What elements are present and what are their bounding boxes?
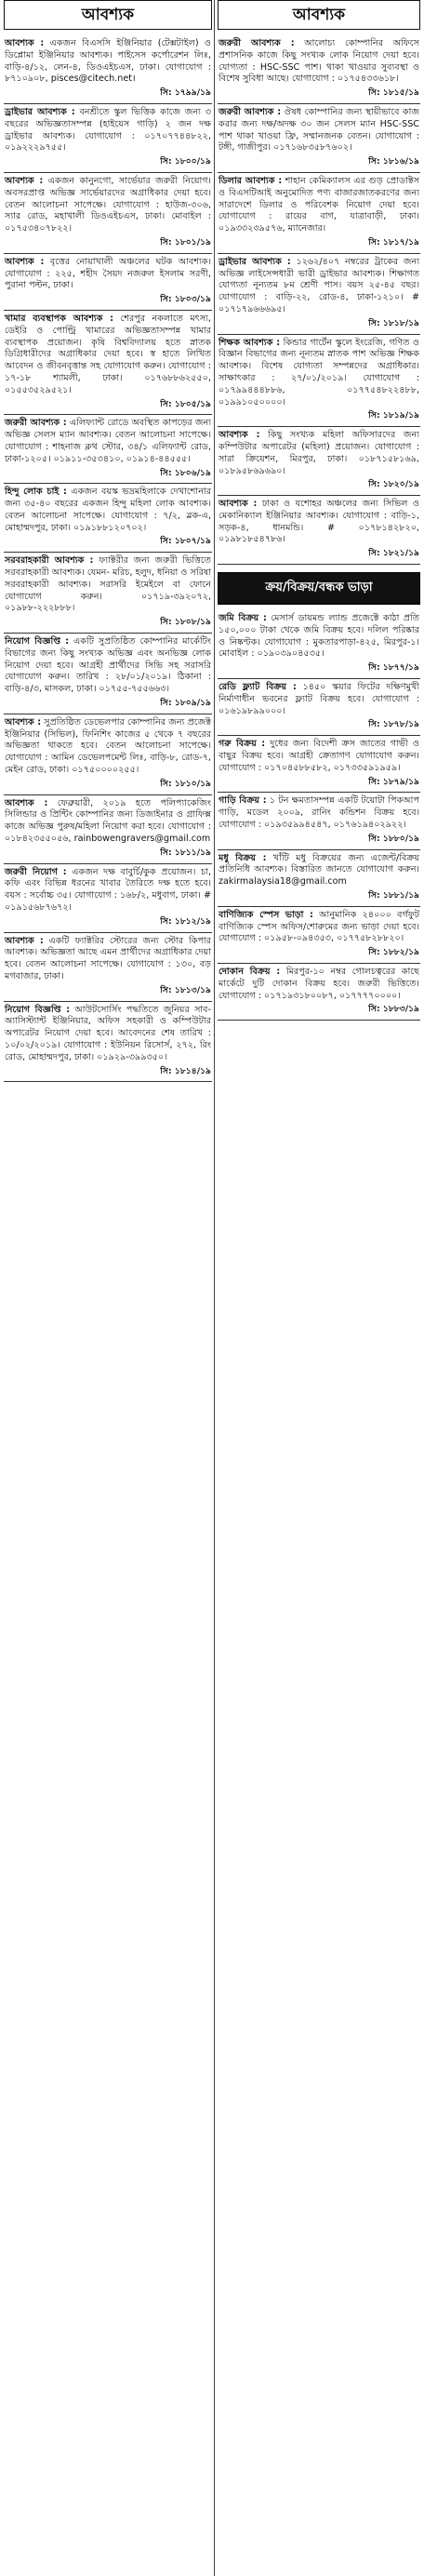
ad-body: আনুমানিক ২৪০০০ বর্গফুট বাণিজ্যিক স্পেস অফিস/শোরুমের জন্য ভাড়া দেয়া হবে। যোগাযোগ : ০১৯৫৮-০৯৪৩৫৩, ০১৭৭৫৮২৮৮২০। (219, 909, 419, 944)
ad-title: আবশ্যক : (5, 175, 44, 186)
classified-ad (4, 553, 212, 634)
ad-body: একজন বিএসসি ইঞ্জিনিয়ার (টেক্সটাইল) ও ডিপ্লোমা ইঞ্জিনিয়ার আবশ্যক। পাইসেস কর্পোরেশন লিঃ, বাড়ি-৪/১২, লেন-৪, ডিওএইচএস, ঢাকা। যোগাযোগ : ৮৭১০৯০৮, pisces@citech.net। (5, 38, 211, 85)
classified-ad (4, 415, 212, 484)
ad-title: দোকান বিক্রয় : (219, 967, 281, 977)
ad-title: হিন্দু লোক চাই : (5, 487, 67, 498)
ad-body: খাঁটি মধু বিক্রয়ের জন্য এজেন্ট/বিক্রয় প্রতিনিধি আবশ্যক। বিস্তারিত জানতে যোগাযোগ করুন। zakirmalaysia18@gmail.com (219, 852, 420, 888)
left-ads-list (4, 35, 212, 1082)
ad-body: ১২৬২/৪০৭ নম্বরের ট্রাকের জন্য অভিজ্ঞ লাইসেন্সধারী ভারী ড্রাইভার আবশ্যক। শিক্ষাগত যোগ্যতা নূন্যতম ৮ম শ্রেণী পাস। বয়স ২৫-৪৫ বছর। যোগাযোগ : বাড়ি-২২, রোড-৪, ঢাকা-১২১০। # ০১৭১৭৯৬৬৬৯৫। (219, 256, 419, 314)
classified-ad (4, 795, 212, 864)
ad-body: ১৪৫০ স্কয়ার ফিটের দক্ষিণমুখী নির্মাণাধীন ভবনের ফ্ল্যাট বিক্রয় হবে। যোগাযোগ : ০১৬১৯৮৯৯০০০। (219, 682, 420, 716)
ad-body: একটি সুপ্রতিষ্ঠিত কোম্পানির মার্কেটিং বিভাগের জন্য কিছু সংখ্যক অভিজ্ঞ এবং অনভিজ্ঞ লোক নিয়োগ দেয়া হবে। আগ্রহী প্রার্থীদের সিভি সহ সরাসরি যোগাযোগ করুন। তারিখ : ২৮/০১/২০১৯। ঠিকানা : বাড়ি-৪/৩, মাসকল, ঢাকা। ০১৭৫৫-৭৫৫৬৬৩। (5, 636, 211, 695)
classified-ad (4, 254, 212, 311)
ad-title: শিক্ষক আবশ্যক : (219, 337, 281, 348)
ad-code: সি: ১৮১৯/১৯ (368, 410, 419, 421)
classified-ad (4, 864, 212, 933)
ad-code: সি: ১৮১৩/১৯ (160, 984, 211, 995)
ad-body: একজন কানুনগো, সার্ভেয়ার জরুরী নিয়োগ। অবসরপ্রাপ্ত অভিজ্ঞ সার্ভেয়ারদের অগ্রাধিকার দেয়া হবে। বেতন আলোচনা সাপেক্ষে। যোগাযোগ : হাউজ-৩০৬, স্যার রোড, মহাখালী ডিওএইচএস, ঢাকা। মোবাইল : ০১৭৫৩৪০৭৮২২। (5, 175, 211, 234)
ad-title: আবশ্যক : (5, 716, 42, 727)
left-column-header: আবশ্যক (4, 0, 212, 30)
ad-code: সি: ১৮১৭/১৯ (368, 236, 419, 247)
ad-title: বাণিজ্যিক স্পেস ভাড়া : (219, 909, 313, 920)
ad-code: সি: ১৮১২/১৯ (160, 915, 211, 927)
ad-code: সি: ১৮৮১/১৯ (368, 890, 419, 901)
sale-ad (218, 907, 420, 964)
sale-ad (218, 610, 420, 679)
ad-code: সি: ১৮০৫/১৯ (160, 398, 211, 409)
ad-body: কিন্ডার গার্টেন স্কুলে ইংরেজি, গণিত ও বিজ্ঞান বিভাগের জন্য নূন্যতম স্নাতক পাশ অভিজ্ঞ শিক্ষক আবশ্যক। বিশেষ যোগ্যতা সম্পন্নদের অগ্রাধিকার। সাক্ষাৎকার : ২৭/০১/২০১৯। যোগাযোগ : ০১৭৯৯৪৪৪৮৮৬, ০১৭৭৫৪৮২২৪৮৮, ০১৯৯১০৫০০০০। (219, 337, 419, 407)
ad-body: এলিফ্যান্ট রোডে অবস্থিত কাপড়ের জন্য অভিজ্ঞ সেলস ম্যান আবশ্যক। বেতন আলোচনা সাপেক্ষে। যোগাযোগ : শাহনাজ ক্লথ স্টোর, ৩৪/১ এলিফ্যান্ট রোড, ঢাকা-১২০৫। ০১৯১১-৩৫৩৪১০, ০১৯১৪-৪৪৫৫৫। (5, 418, 211, 464)
ad-code: সি: ১৮২০/১৯ (368, 479, 419, 490)
sale-ad (218, 736, 420, 793)
ad-body: মিরপুর-১০ নম্বর গোলচত্বরের কাছে মার্কেটে দুটি দোকান বিক্রয় হবে। জরুরী ভিত্তিতে। যোগাযোগ : ০১৭১৯৩১৮০০৮৭, ০১৭৭৭৭০০০০। (219, 967, 419, 1001)
right-column-header: আবশ্যক (218, 0, 420, 30)
ad-body: আউটসোর্সিং পদ্ধতিতে জুনিয়র সাব-অ্যাসিস্ট্যান্ট ইঞ্জিনিয়ার, অফিস সহকারী ও কম্পিউটার অপারেটর নিয়োগ দেয়া হবে। আবেদনের শেষ তারিখ : ১০/০২/২০১৯। যোগাযোগ : ইউনিয়ন রিসোর্স, ২৭২, রিং রোড, মোহাম্মদপুর, ঢাকা। ০১৯২৯-৩৯৯৩৫০। (5, 1004, 211, 1062)
column-divider (214, 0, 215, 2576)
ad-title: খামার ব্যবস্থাপক আবশ্যক : (5, 313, 113, 324)
ad-code: সি: ১৮৭৯/১৯ (368, 776, 419, 787)
ad-code: সি: ১৮৭৭/১৯ (368, 662, 419, 674)
ad-code: সি: ১৮১০/১৯ (160, 778, 211, 789)
ad-code: সি: ১৮০১/১৯ (160, 236, 211, 247)
classified-ad (218, 104, 420, 173)
ad-body: ঢাকা ও যশোহর অঞ্চলের জন্য সিভিল ও মেকানিক্যাল ইঞ্জিনিয়ার আবশ্যক। যোগাযোগ : বাড়ি-১, সড়ক-৪, ধানমন্ডি। # ০১৭৮১৪২৮২০, ০১৯৮১৮৫৪৭৮৬। (219, 499, 419, 545)
classified-ad (4, 634, 212, 714)
ad-code: সি: ১৮৮৩/১৯ (368, 1004, 419, 1015)
ad-body: আলোচ্য কোম্পানির অফিসে প্রশাসনিক কাজে কিছু সংখ্যক লোক নিয়োগ দেয়া হবে। যোগ্যতা : HSC-SSC পাশ। থাকা খাওয়ার সুব্যবস্থা ও বিশেষ সুবিধা আছে। যোগাযোগ : ০১৭৫৪৩৩৬১৮। (219, 38, 419, 85)
classified-ad (218, 427, 420, 496)
right-column (218, 0, 420, 1021)
buy-sell-section-banner: ক্রয়/বিক্রয়/বন্ধক ভাড়া (218, 572, 420, 605)
ad-code: সি: ১৮২১/১৯ (368, 548, 419, 559)
ad-code: সি: ১৮১৮/১৯ (368, 317, 419, 328)
ad-title: গাড়ি বিক্রয় : (219, 795, 267, 807)
ad-code: সি: ১৮৮২/১৯ (368, 947, 419, 958)
ad-code: সি: ১৮০৮/১৯ (160, 617, 211, 628)
left-column (4, 0, 212, 1082)
ad-title: আবশ্যক : (5, 935, 44, 946)
ad-title: আবশ্যক : (219, 430, 260, 441)
sale-ad (218, 679, 420, 736)
ad-body: ১ টন ক্ষমতাসম্পন্ন একটি টয়োটা পিকআপ গাড়ি, মডেল ২০০৯, রানিং কন্ডিশন বিক্রয় হবে। যোগাযোগ : ০১৯৩৫৯৯৪৫৪৭, ০১৭৬১৯৪০২৯২২। (219, 795, 419, 831)
ad-code: সি: ১৮৮০/১৯ (368, 833, 419, 844)
ad-title: জরুরী আবশ্যক : (219, 106, 282, 117)
ad-title: জরুরী নিয়োগ : (5, 866, 67, 877)
classified-ad (218, 173, 420, 254)
classified-ad (218, 496, 420, 565)
ad-title: জরুরী আবশ্যক : (5, 418, 67, 429)
ad-code: সি: ১৮১৫/১৯ (368, 87, 419, 99)
classified-ad (4, 104, 212, 173)
ad-body: একটি ফ্যাক্টরির স্টোরের জন্য স্টোর কিপার আবশ্যক। অভিজ্ঞতা আছে এমন প্রার্থীদের অগ্রাধিকার দেয়া হবে। বেতন আলোচনা সাপেক্ষে। যোগাযোগ : ১৩০, বড় মগবাজার, ঢাকা। (5, 935, 211, 981)
ad-title: ড্রাইভার আবশ্যক : (5, 106, 75, 117)
ad-code: সি: ১৮১১/১৯ (160, 847, 211, 858)
classified-ad (4, 714, 212, 795)
ad-body: ফ্যাক্টরীর জন্য জরুরী ভিত্তিতে সরবরাহকারী আবশ্যক। যেমন- মরিচ, হলুদ, ধনিয়া ও সরিষা সরবরাহকারী আবশ্যক। সরাসরি ইমেইলে বা ফোনে যোগাযোগ করুন। ০১৭১৯-৩৯২০৭২, ০১৯৮৮-২২২৮৮৮। (5, 555, 211, 614)
ad-body: বৃত্তের নোয়াখালী অঞ্চলের ঘটক আবশ্যক। যোগাযোগ : ২২৫, শহীদ সৈয়দ নজরুল ইসলাম সরণী, পুরানা পল্টন, ঢাকা। (5, 256, 211, 291)
ad-title: জমি বিক্রয় : (219, 613, 267, 624)
ad-body: কিছু সংখ্যক মহিলা অফিসারদের জন্য কম্পিউটার অপারেটর (মহিলা) প্রয়োজন। যোগাযোগ : সারা ক্রিয়েশন, মিরপুর, ঢাকা। ০১৮৭১৫৮১৬৯, ০১৮৯৫৮৬৯৬৯০। (219, 430, 419, 476)
classified-ad (218, 254, 420, 335)
ad-body: ঔষধ কোম্পানির জন্য স্থায়ীভাবে কাজ করার জন্য দক্ষ/অদক্ষ ৩০ জন সেলস ম্যান HSC-SSC পাশ থাকা খাওয়া ফ্রি, সম্মানজনক বেতন। যোগাযোগ : টঙ্গী, গাজীপুর। ০১৭১৬৮৩৫৮৭৬০২। (219, 106, 420, 153)
ad-title: আবশ্যক : (5, 256, 45, 267)
right-ads-list (218, 35, 420, 565)
ad-code: সি: ১৭৯৯/১৯ (160, 87, 211, 99)
classified-ad (218, 35, 420, 104)
ad-body: বনশ্রীতে স্কুল ভিত্তিক কাজে জন্য ৩ বছরের অভিজ্ঞতাসম্পন্ন (হাইয়েস গাড়ি) ২ জন দক্ষ ড্রাইভার আবশ্যক। যোগাযোগ : ০১৭০৭৭৪৪৮২২, ০১৯২২২৯৭৫৫। (5, 106, 211, 153)
ad-title: ড্রাইভার আবশ্যক : (219, 256, 291, 267)
ad-body: ফেব্রুয়ারী, ২০১৯ হতে পলিপ্যাকেজিং সিলিন্ডার ও প্রিন্টিং কোম্পানির জন্য ডিজাইনার ও গ্রাফিক্স কাজে অভিজ্ঞ পুরুষ/মহিলা নিয়োগ করা হবে। যোগাযোগ : ০১৮৪২৩৫৫০৫৬, rainbowengravers@gmail.com (5, 797, 211, 845)
ad-title: গরু বিক্রয় : (219, 739, 266, 750)
sale-ad (218, 964, 420, 1021)
ad-title: নিয়োগ বিজ্ঞপ্তি : (5, 636, 70, 647)
classified-ad (4, 484, 212, 553)
ad-body: সুপ্রতিষ্ঠিত ডেভেলপার কোম্পানির জন্য প্রজেক্ট ইঞ্জিনিয়ার (সিভিল), ফিনিশিং কাজের ৫ থেকে ৭ বছরের অভিজ্ঞতা থাকতে হবে। বেতন আলোচনা সাপেক্ষে। যোগাযোগ : আমিন ডেভেলপমেন্ট লিঃ, বাড়ি-৮, রোড-৭, মেইন রোড, ঢাকা। ০১৭৫০০০০২৫৫। (5, 716, 211, 776)
ad-title: আবশ্যক : (5, 38, 45, 48)
classified-ad (4, 1002, 212, 1083)
ad-title: আবশ্যক : (219, 499, 258, 510)
classified-ad (4, 311, 212, 415)
ad-code: সি: ১৮১৬/১৯ (368, 156, 419, 167)
ad-code: সি: ১৮০৬/১৯ (160, 467, 211, 478)
ad-title: রেডি ফ্ল্যাট বিক্রয় : (219, 682, 297, 693)
ad-body: মেসার্স ডায়মন্ড ল্যান্ড প্রজেক্টে কাঠা প্রতি ১৫০,০০০ টাকা থেকে জমি বিক্রয় হবে। দলিল পরিষ্কার ও নিষ্কণ্টক। যোগাযোগ : মুকতারপাড়া-৪২৫, মিরপুর-১। মোবাইল : ০১৯০৩৯০৪৫৩৫। (219, 613, 419, 660)
ad-code: সি: ১৮০৩/১৯ (160, 294, 211, 305)
sale-ad (218, 793, 420, 849)
ad-code: সি: ১৮৭৮/১৯ (368, 719, 419, 730)
ad-title: নিয়োগ বিজ্ঞপ্তি : (5, 1004, 71, 1015)
ad-code: সি: ১৮১৪/১৯ (160, 1065, 211, 1076)
ad-code: সি: ১৮০০/১৯ (160, 156, 211, 167)
ad-body: শেরপুর নকলাতে মৎস্য, ডেইরি ও পোল্ট্রি খামারের অভিজ্ঞতাসম্পন্ন খামার ব্যবস্থাপক প্রয়োজন। কৃষি বিশ্ববিদ্যালয় হতে স্নাতক ডিগ্রিধারীদের অগ্রাধিকার দেয়া হবে। স্ব হাতে লিখিত আবেদন ও জীবনবৃত্তান্ত সহ যোগাযোগ করুন। যোগাযোগ : ১৭-১৮ শ্যামলী, ঢাকা। ০১৭৬৮৮৬২৫৫০, ০১৫৫৩৫২৯৫২১। (5, 313, 211, 395)
sale-ads-list (218, 610, 420, 1021)
ad-code: সি: ১৮০৭/১৯ (160, 536, 211, 547)
ad-body: শাহান কেমিক্যালস এর গুড় প্রোডাক্টস ও বিএসটিআই অনুমোদিত পণ্য বাজারজাতকরণের জন্য সারাদেশে ডিলার ও পরিবেশক নিয়োগ দেয়া হবে। যোগাযোগ : রায়ের বাগ, যাত্রাবাড়ী, ঢাকা। ০১৯৩৩২৩৯৫৭৬, ম্যানেজার। (219, 175, 419, 234)
ad-title: ডিলার আবশ্যক : (219, 175, 283, 186)
ad-body: একজন বয়স্ক ভদ্রমহিলাকে দেখাশোনার জন্য ৩৫-৪০ বছরের একজন হিন্দু মহিলা লোক আবশ্যক। বেতন আলোচনা সাপেক্ষে। যোগাযোগ : ৭/২, ব্লক-এ, মোহাম্মদপুর, ঢাকা। ০১৯১৮৮১২০৭০২। (5, 487, 211, 533)
ad-title: মধু বিক্রয় : (219, 852, 267, 863)
classified-ad (4, 35, 212, 104)
ad-title: সরবরাহকারী আবশ্যক : (5, 555, 94, 567)
ad-code: সি: ১৮০৯/১৯ (160, 698, 211, 709)
ad-body: একজন দক্ষ বাবুর্চি/কুক প্রয়োজন। চা, কফি এবং বিভিন্ন ধরনের খাবার তৈরিতে দক্ষ হতে হবে। বয়স : সর্বোচ্চ ৩৫। যোগাযোগ : ১৬৮/২, মধুবাগ, ঢাকা। # ০১৯১৫৬৮৭৬৭২। (5, 866, 211, 913)
ad-title: আবশ্যক : (5, 797, 48, 808)
classified-ad (4, 933, 212, 1002)
ad-title: জরুরী আবশ্যক : (219, 38, 295, 48)
classified-ad (4, 173, 212, 254)
ad-body: দুধের জন্য বিদেশী ক্রস জাতের গাভী ও বাছুর বিক্রয় হবে। আগ্রহী ক্রেতাগণ যোগাযোগ করুন। যোগাযোগ : ০১৭০৪৫৮৮৫৮২, ০১৭৩৩৫৯১৯৫৯। (219, 739, 419, 773)
sale-ad (218, 850, 420, 907)
classified-ad (218, 335, 420, 428)
